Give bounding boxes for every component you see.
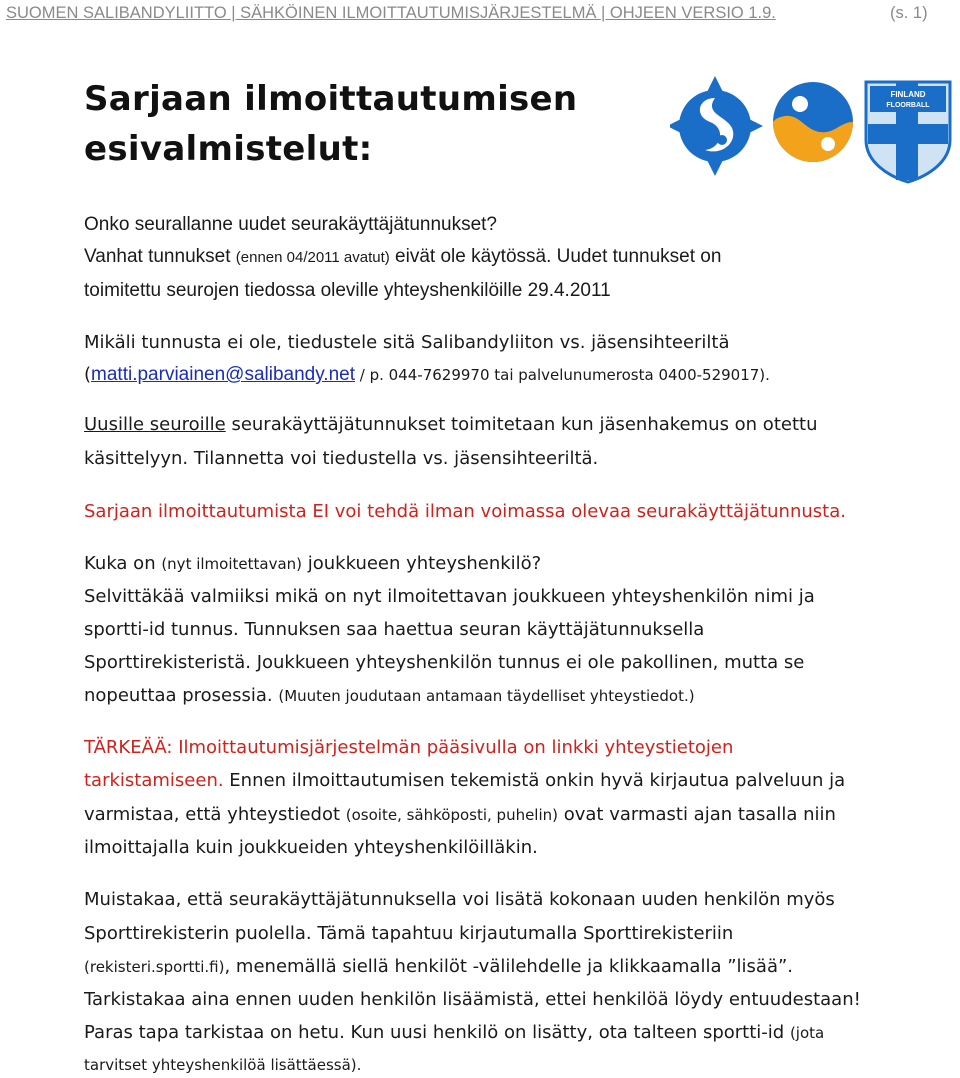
contact-para-line-4: nopeuttaa prosessia. (Muuten joudutaan antamaan täydelliset yhteystiedot.) [84,685,695,706]
no-credentials-line: Mikäli tunnusta ei ole, tiedustele sitä Salibandyliiton vs. jäsensihteeriltä [84,332,730,353]
new-clubs-line: Uusille seuroille seurakäyttäjätunnukset toimitetaan kun jäsenhakemus on otettu [84,414,818,435]
title-line-2: esivalmistelut: [84,129,373,169]
reminder-line-6: tarvitset yhteyshenkilöä lisättäessä). [84,1056,362,1074]
new-credentials-line: toimitettu seurojen tiedossa oleville yhteyshenkilöille 29.4.2011 [84,280,611,301]
page-header [0,2,960,24]
reminder-line-2: Sporttirekisterin puolella. Tämä tapahtuu kirjautumalla Sporttirekisteriin [84,923,734,944]
salibandy-logo-blue-orange [773,82,853,162]
warning-text: Sarjaan ilmoittautumista EI voi tehdä ilman voimassa olevaa seurakäyttäjätunnusta. [84,501,846,522]
logos [670,74,955,184]
old-credentials-line: Vanhat tunnukset (ennen 04/2011 avatut) eivät ole käytössä. Uudet tunnukset on [84,246,722,267]
question-club-credentials: Onko seurallanne uudet seurakäyttäjätunnukset? [84,214,497,235]
header-text: SUOMEN SALIBANDYLIITTO | SÄHKÖINEN ILMOITTAUTUMISJÄRJESTELMÄ | OHJEEN VERSIO 1.9. [6,4,776,22]
reminder-line-5: Paras tapa tarkistaa on hetu. Kun uusi henkilö on lisätty, ota talteen sportti-id (jota [84,1022,825,1043]
contact-para-line-2: sportti-id tunnus. Tunnuksen saa haettua seuran käyttäjätunnuksella [84,619,705,640]
email-link[interactable]: matti.parviainen@salibandy.net [91,364,355,385]
reminder-line-4: Tarkistakaa aina ennen uuden henkilön lisäämistä, ettei henkilöä löydy entuudestaan! [84,989,861,1010]
new-clubs-line-2: käsittelyyn. Tilannetta voi tiedustella vs. jäsensihteeriltä. [84,448,599,469]
page-title [84,74,577,174]
question-contact-person: Kuka on (nyt ilmoitettavan) joukkueen yhteyshenkilö? [84,553,542,574]
important-line-2: tarkistamiseen. Ennen ilmoittautumisen tekemistä onkin hyvä kirjautua palveluun ja [84,770,846,791]
important-line-3: varmistaa, että yhteystiedot (osoite, sähköposti, puhelin) ovat varmasti ajan tasalla niin [84,804,836,825]
important-line-4: ilmoittajalla kuin joukkueiden yhteyshenkilöilläkin. [84,837,538,858]
svg-text:FINLAND: FINLAND [890,90,926,99]
important-line-1: TÄRKEÄÄ: Ilmoittautumisjärjestelmän pääsivulla on linkki yhteystietojen [84,737,734,758]
reminder-line-1: Muistakaa, että seurakäyttäjätunnuksella voi lisätä kokonaan uuden henkilön myös [84,889,835,910]
contact-para-line-3: Sporttirekisteristä. Joukkueen yhteyshenkilön tunnus ei ole pakollinen, mutta se [84,652,805,673]
contact-para-line-1: Selvittäkää valmiiksi mikä on nyt ilmoitettavan joukkueen yhteyshenkilön nimi ja [84,586,815,607]
reminder-line-3: (rekisteri.sportti.fi), menemällä siellä henkilöt -välilehdelle ja klikkaamalla ”lisää”. [84,956,794,977]
salibandy-logo-blue [670,76,763,176]
title-line-1: Sarjaan ilmoittautumisen [84,79,578,119]
finland-floorball-logo [866,82,950,182]
page-number: (s. 1) [890,4,928,22]
svg-text:FLOORBALL: FLOORBALL [886,102,930,109]
contact-line: (matti.parviainen@salibandy.net / p. 044-7629970 tai palvelunumerosta 0400-529017). [84,364,770,385]
